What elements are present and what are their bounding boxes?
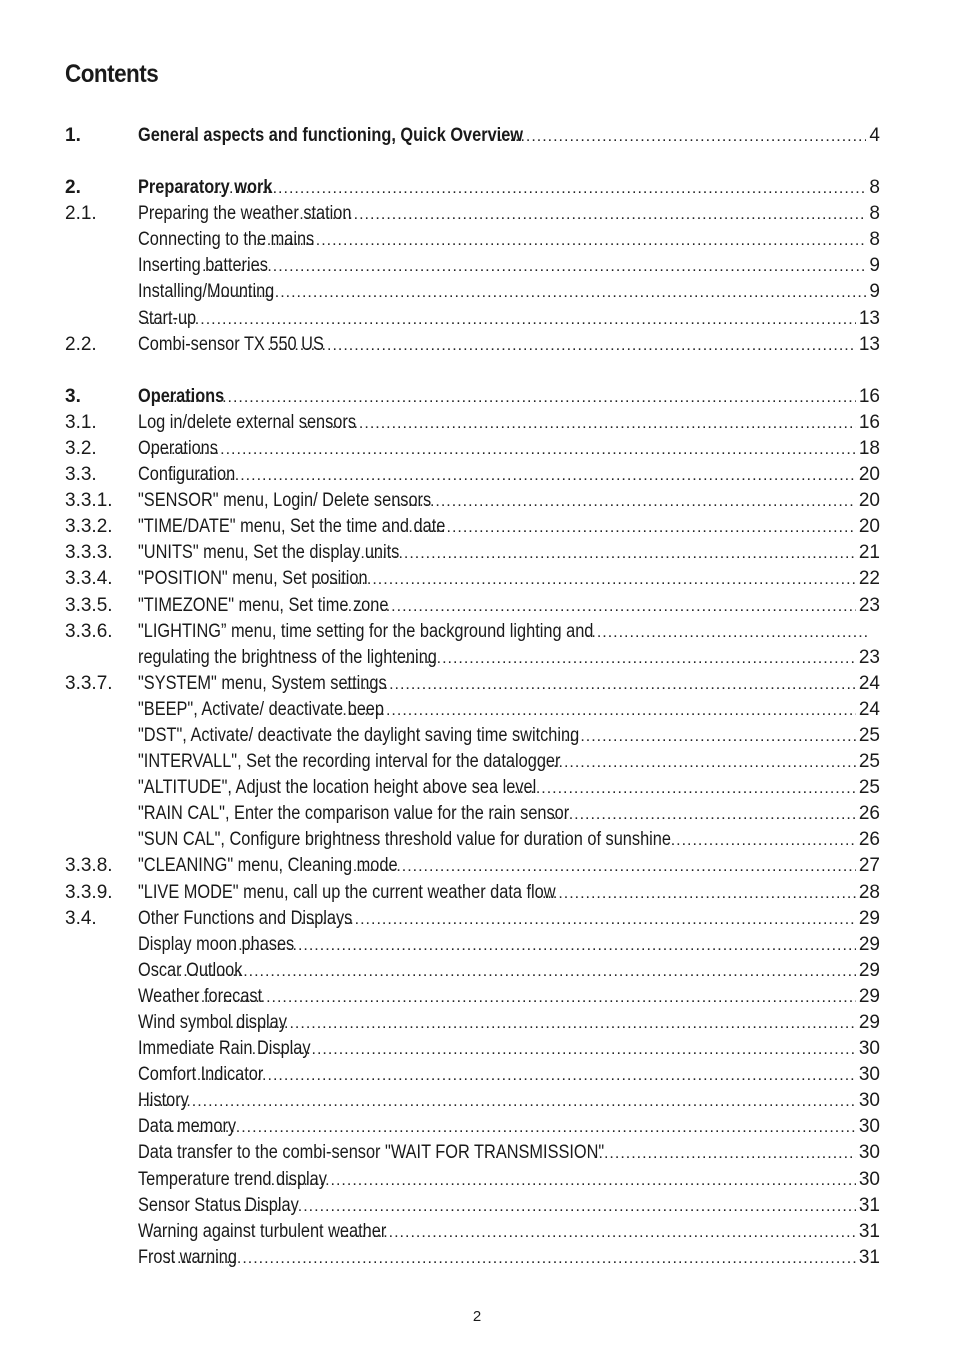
- toc-entry-title: History: [138, 1090, 189, 1112]
- toc-entry-line: [138, 566, 880, 593]
- toc-entry-page: 16: [858, 411, 880, 433]
- toc-entry-line: [138, 514, 880, 541]
- toc-entry-number: 2.2.: [65, 333, 97, 355]
- toc-entry[interactable]: [65, 201, 880, 227]
- toc-entry-page: 31: [858, 1220, 880, 1242]
- toc-entry[interactable]: [65, 410, 880, 436]
- toc-entry-page: 30: [858, 1142, 880, 1164]
- toc-entry-number: 3.3.2.: [65, 516, 113, 538]
- toc-entry-page: 30: [858, 1038, 880, 1060]
- toc-entry-number: 3.3.6.: [65, 620, 113, 642]
- toc-entry-page: 22: [858, 568, 880, 590]
- toc-entry-title: Weather forecast: [138, 985, 263, 1007]
- toc-entry-page: 25: [858, 751, 880, 773]
- toc-entry-title: "INTERVALL", Set the recording interval for the datalogger: [138, 751, 561, 773]
- toc-entry[interactable]: [65, 671, 880, 697]
- toc-dot-leader: [340, 672, 856, 698]
- toc-entry[interactable]: [65, 227, 880, 253]
- toc-dot-leader: [552, 802, 856, 828]
- toc-entry-number: 3.3.8.: [65, 855, 113, 877]
- toc-entry[interactable]: [65, 1245, 880, 1271]
- toc-entry-number: 3.: [65, 385, 81, 407]
- toc-entry[interactable]: [65, 1062, 880, 1088]
- toc-entry-title: "SENSOR" menu, Login/ Delete sensors: [138, 490, 432, 512]
- toc-entry[interactable]: [65, 749, 880, 775]
- toc-entry-title: Comfort Indicator: [138, 1064, 264, 1086]
- toc-entry-line: [138, 801, 880, 828]
- toc-entry-number: 1.: [65, 125, 81, 146]
- toc-dot-leader: [304, 411, 855, 437]
- toc-entry-line: [138, 1062, 880, 1089]
- toc-entry[interactable]: [65, 462, 880, 488]
- toc-entry-title: Temperature trend display: [138, 1168, 327, 1190]
- toc-entry-page: 21: [858, 542, 880, 564]
- toc-entry-number: 3.3.9.: [65, 881, 113, 903]
- toc-entry-title: Data memory: [138, 1116, 237, 1138]
- toc-entry-line: [138, 279, 880, 306]
- toc-entry-line: [138, 671, 880, 698]
- toc-dot-leader: [392, 489, 856, 515]
- toc-entry-page: 18: [858, 437, 880, 459]
- toc-entry[interactable]: [65, 958, 880, 984]
- toc-entry-page: 26: [858, 803, 880, 825]
- toc-entry[interactable]: [65, 827, 880, 853]
- toc-entry-page: 8: [869, 203, 880, 225]
- toc-entry-page: 29: [858, 1012, 880, 1033]
- toc-entry-line: [138, 619, 880, 646]
- toc-dot-leader: [399, 646, 856, 672]
- toc-entry-title: Frost warning: [138, 1246, 237, 1268]
- toc-entry[interactable]: [65, 723, 880, 749]
- toc-entry-page: 8: [869, 177, 880, 199]
- toc-entry-number: 3.4.: [65, 907, 97, 929]
- toc-entry-title: "RAIN CAL", Enter the comparison value for the rain sensor: [138, 803, 570, 825]
- toc-entry-line: [138, 1219, 880, 1246]
- page-title: Contents: [65, 60, 159, 88]
- toc-dot-leader: [499, 124, 867, 150]
- toc-entry-line: [138, 958, 880, 985]
- toc-dot-leader: [564, 724, 856, 750]
- toc-entry[interactable]: [65, 514, 880, 540]
- toc-entry[interactable]: [65, 984, 880, 1010]
- toc-dot-leader: [138, 307, 856, 333]
- toc-entry[interactable]: [65, 1010, 880, 1036]
- toc-entry-line: [138, 853, 880, 880]
- toc-entry-line: [138, 384, 880, 411]
- toc-entry[interactable]: [65, 1088, 880, 1114]
- toc-dot-leader: [271, 1168, 856, 1194]
- toc-entry[interactable]: [65, 906, 880, 932]
- toc-entry-line: [138, 123, 880, 150]
- toc-entry-line: [138, 749, 880, 776]
- toc-entry-line: [138, 827, 880, 854]
- toc-entry-number: 3.3.3.: [65, 542, 113, 564]
- toc-entry[interactable]: [65, 1219, 880, 1245]
- toc-entry[interactable]: [65, 253, 880, 279]
- toc-dot-leader: [166, 1246, 856, 1272]
- toc-dot-leader: [197, 1063, 856, 1089]
- toc-entry-title: "UNITS" menu, Set the display units: [138, 542, 400, 564]
- toc-entry-page: 13: [858, 307, 880, 329]
- toc-dot-leader: [514, 776, 856, 802]
- page-number: 2: [472, 1308, 482, 1325]
- toc-entry-title: General aspects and functioning, Quick Overview: [138, 125, 524, 146]
- toc-dot-leader: [209, 280, 866, 306]
- toc-entry-page: 24: [858, 698, 880, 720]
- toc-entry-line: [138, 332, 880, 359]
- toc-dot-leader: [256, 228, 867, 254]
- toc-entry-line: [138, 1193, 880, 1220]
- toc-entry[interactable]: [65, 175, 880, 201]
- toc-entry-line: [138, 723, 880, 750]
- toc-entry-title: Preparatory work: [138, 177, 273, 199]
- toc-entry-title: Warning against turbulent weather: [138, 1220, 387, 1242]
- toc-entry-number: 3.2.: [65, 437, 97, 459]
- toc-entry[interactable]: [65, 540, 880, 566]
- toc-entry-line: [138, 984, 880, 1011]
- toc-entry-page: 9: [869, 255, 880, 277]
- toc-entry-title: Combi-sensor TX 550 US: [138, 333, 324, 355]
- toc-entry-title: Sensor Status Display: [138, 1194, 299, 1216]
- toc-entry-line: [138, 410, 880, 437]
- toc-entry-line: [138, 880, 880, 907]
- toc-entry-page: 30: [858, 1116, 880, 1138]
- toc-entry-page: 31: [858, 1246, 880, 1268]
- toc-entry-title: Immediate Rain Display: [138, 1038, 311, 1060]
- toc-entry-title: "TIMEZONE" menu, Set time zone: [138, 594, 389, 616]
- toc-entry-line: [138, 593, 880, 620]
- toc-entry-page: 13: [858, 333, 880, 355]
- toc-dot-leader: [233, 933, 856, 959]
- toc-entry-title: regulating the brightness of the lightening: [138, 646, 437, 668]
- toc-entry-line: [138, 775, 880, 802]
- toc-entry-title: "LIVE MODE" menu, call up the current weather data flow: [138, 881, 556, 903]
- toc-entry-page: 23: [858, 646, 880, 668]
- toc-entry-line: [138, 1088, 880, 1115]
- toc-entry-line: [138, 1114, 880, 1141]
- toc-entry-title: Log in/delete external sensors: [138, 411, 357, 433]
- toc-entry-page: 26: [858, 829, 880, 851]
- toc-entry[interactable]: [65, 436, 880, 462]
- toc-entry[interactable]: [65, 123, 880, 149]
- toc-entry-line: [138, 1245, 880, 1272]
- toc-entry-line: [138, 697, 880, 724]
- toc-entry-page: 27: [858, 855, 880, 877]
- toc-entry[interactable]: [65, 1167, 880, 1193]
- toc-dot-leader: [337, 698, 856, 724]
- toc-entry[interactable]: [65, 1193, 880, 1219]
- toc-entry[interactable]: [65, 801, 880, 827]
- toc-entry[interactable]: [65, 645, 880, 671]
- toc-entry-page: 30: [858, 1064, 880, 1086]
- toc-entry-page: 28: [858, 881, 880, 903]
- toc-entry[interactable]: [65, 697, 880, 723]
- toc-entry[interactable]: [65, 1036, 880, 1062]
- toc-entry-line: [138, 488, 880, 515]
- toc-entry-page: 29: [858, 907, 880, 929]
- toc-entry[interactable]: [65, 279, 880, 305]
- toc-dot-leader: [593, 1141, 856, 1167]
- toc-entry-line: [138, 1010, 880, 1037]
- toc-dot-leader: [537, 881, 856, 907]
- toc-entry[interactable]: [65, 775, 880, 801]
- toc-entry-page: 30: [858, 1168, 880, 1190]
- toc-entry[interactable]: [65, 880, 880, 906]
- toc-entry-page: 31: [858, 1194, 880, 1216]
- toc-dot-leader: [318, 567, 856, 593]
- toc-entry-line: [138, 906, 880, 933]
- toc-dot-leader: [267, 333, 856, 359]
- toc-entry-page: 24: [858, 672, 880, 694]
- toc-dot-leader: [151, 385, 856, 411]
- toc-entry[interactable]: [65, 306, 880, 332]
- toc-entry-line: [138, 175, 880, 202]
- toc-entry-number: 2.1.: [65, 203, 97, 225]
- toc-dot-leader: [207, 176, 866, 202]
- toc-entry-number: 3.3.7.: [65, 672, 113, 694]
- toc-entry-title: Operations: [138, 437, 218, 459]
- toc-dot-leader: [144, 437, 856, 463]
- toc-entry-page: 23: [858, 594, 880, 616]
- toc-entry-number: 2.: [65, 177, 81, 199]
- toc-entry-number: 3.1.: [65, 411, 97, 433]
- toc-entry-page: 9: [869, 281, 880, 303]
- toc-entry[interactable]: [65, 593, 880, 619]
- toc-dot-leader: [165, 1115, 856, 1141]
- toc-entry-line: [138, 253, 880, 280]
- toc-dot-leader: [164, 463, 856, 489]
- toc-entry-title: Connecting to the mains: [138, 229, 315, 251]
- toc-dot-leader: [342, 594, 856, 620]
- toc-entry-line: [138, 462, 880, 489]
- toc-entry-title: "TIME/DATE" menu, Set the time and date: [138, 516, 446, 538]
- toc-entry-line: [138, 306, 880, 333]
- toc-entry-title: Other Functions and Displays: [138, 907, 353, 929]
- toc-entry-page: 8: [869, 229, 880, 251]
- toc-entry-page: 4: [869, 125, 880, 146]
- toc-entry-title: Display moon phases: [138, 933, 295, 955]
- toc-entry-line: [138, 227, 880, 254]
- toc-dot-leader: [195, 985, 856, 1011]
- toc-dot-leader: [172, 959, 855, 985]
- toc-dot-leader: [224, 1011, 856, 1037]
- toc-dot-leader: [408, 515, 855, 541]
- toc-entry-title: Data transfer to the combi-sensor "WAIT FOR TRANSMISSION": [138, 1142, 605, 1164]
- toc-entry-title: "LIGHTING” menu, time setting for the background lighting and: [138, 620, 594, 642]
- toc-dot-leader: [202, 254, 866, 280]
- toc-entry-title: "ALTITUDE", Adjust the location height above sea level: [138, 777, 537, 799]
- toc-entry-page: 25: [858, 724, 880, 746]
- toc-entry-page: 29: [858, 959, 880, 981]
- toc-entry-title: Operations: [138, 385, 225, 407]
- toc-entry-title: Configuration: [138, 464, 236, 486]
- toc-dot-leader: [355, 541, 856, 567]
- toc-entry-title: "CLEANING" menu, Cleaning mode: [138, 855, 398, 877]
- toc-entry-number: 3.3.: [65, 464, 97, 486]
- toc-entry-title: Wind symbol display: [138, 1012, 287, 1033]
- toc-entry[interactable]: [65, 566, 880, 592]
- toc-dot-leader: [138, 1089, 856, 1115]
- toc-entry-line: [138, 436, 880, 463]
- toc-entry-title: "SUN CAL", Configure brightness threshold value for duration of sunshine: [138, 829, 671, 851]
- toc-entry-number: 3.3.1.: [65, 490, 113, 512]
- toc-entry[interactable]: [65, 332, 880, 358]
- toc-entry-page: 30: [858, 1090, 880, 1112]
- toc-entry[interactable]: [65, 384, 880, 410]
- toc-dot-leader: [542, 750, 856, 776]
- toc-entry-line: [138, 1167, 880, 1194]
- toc-entry-page: 16: [858, 385, 880, 407]
- toc-entry[interactable]: [65, 1140, 880, 1166]
- toc-entry-page: 29: [858, 985, 880, 1007]
- toc-entry[interactable]: [65, 932, 880, 958]
- toc-entry-page: 29: [858, 933, 880, 955]
- toc-entry-number: 3.3.4.: [65, 568, 113, 590]
- toc-entry-title: "BEEP", Activate/ deactivate beep: [138, 698, 384, 720]
- toc-entry-page: 25: [858, 777, 880, 799]
- toc-entry-title: Installing/Mounting: [138, 281, 275, 303]
- toc-entry-line: [138, 540, 880, 567]
- toc-dot-leader: [353, 854, 856, 880]
- toc-dot-leader: [238, 1194, 856, 1220]
- toc-entry-page: 20: [858, 490, 880, 512]
- toc-dot-leader: [340, 1220, 856, 1246]
- toc-dot-leader: [299, 202, 866, 228]
- toc-entry[interactable]: [65, 488, 880, 514]
- toc-entry[interactable]: [65, 619, 880, 645]
- toc-entry-page: 20: [858, 464, 880, 486]
- toc-entry-line: [138, 645, 880, 672]
- toc-entry-title: "POSITION" menu, Set position: [138, 568, 368, 590]
- toc-dot-leader: [580, 620, 867, 646]
- table-of-contents: [65, 123, 880, 1271]
- toc-entry-title: Start-up: [138, 307, 197, 329]
- toc-dot-leader: [252, 1037, 856, 1063]
- toc-entry[interactable]: [65, 1114, 880, 1140]
- toc-entry-line: [138, 932, 880, 959]
- toc-entry-line: [138, 1036, 880, 1063]
- toc-entry-title: Preparing the weather station: [138, 203, 352, 225]
- toc-entry-title: "DST", Activate/ deactivate the daylight saving time switching: [138, 724, 580, 746]
- toc-entry-page: 20: [858, 516, 880, 538]
- toc-dot-leader: [300, 907, 856, 933]
- toc-entry-line: [138, 201, 880, 228]
- toc-entry-title: Inserting batteries: [138, 255, 268, 277]
- toc-entry[interactable]: [65, 853, 880, 879]
- toc-entry-line: [138, 1140, 880, 1167]
- toc-dot-leader: [671, 828, 856, 854]
- toc-entry-title: "SYSTEM" menu, System settings: [138, 672, 387, 694]
- toc-entry-number: 3.3.5.: [65, 594, 113, 616]
- toc-entry-title: Oscar Outlook: [138, 959, 243, 981]
